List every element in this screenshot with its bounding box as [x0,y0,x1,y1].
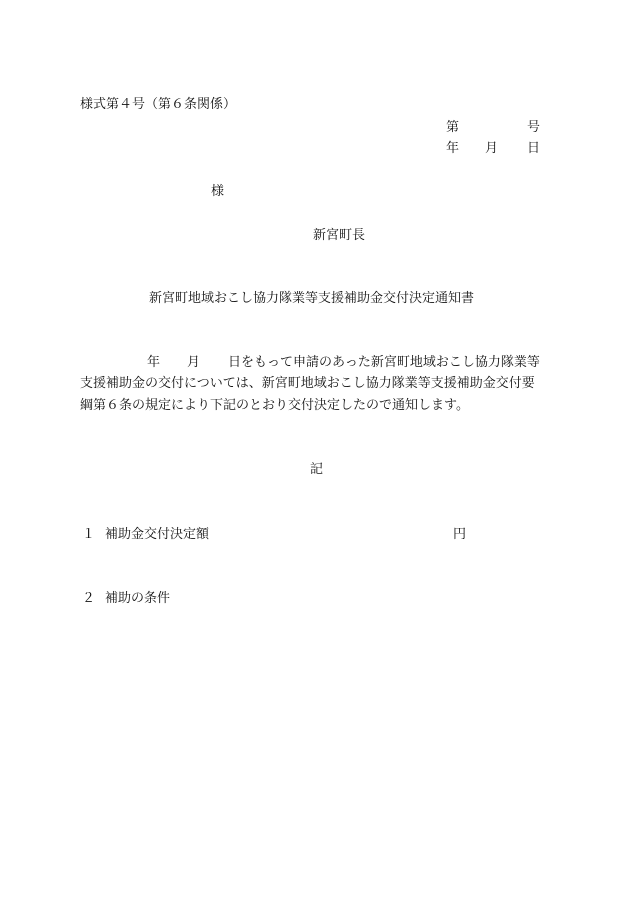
item-1-unit: 円 [453,527,467,542]
date-day-label: 日 [527,141,541,156]
body-month-label: 月 [187,355,201,370]
body-year-label: 年 [147,355,161,370]
document-title: 新宮町地域おこし協力隊業等支援補助金交付決定通知書 [149,291,475,306]
item-1-label: 補助金交付決定額 [105,527,210,542]
date-year-label: 年 [446,141,460,156]
ki-heading: 記 [310,462,324,477]
body-line-1: 日をもって申請のあった新宮町地域おこし協力隊業等 [228,355,540,370]
sender-name: 新宮町長 [313,228,366,243]
item-2-number: ２ [82,591,96,606]
document-number-prefix: 第 [446,120,460,135]
form-number-label: 様式第４号（第６条関係） [80,97,237,112]
body-line-3: 綱第６条の規定により下記のとおり交付決定したので通知します。 [80,398,469,413]
item-1-number: １ [82,527,96,542]
date-month-label: 月 [485,141,499,156]
item-2-label: 補助の条件 [105,591,171,606]
document-number-suffix: 号 [527,120,541,135]
addressee-honorific: 様 [211,184,225,199]
body-line-2: 支援補助金の交付については、新宮町地域おこし協力隊業等支援補助金交付要 [80,376,535,391]
